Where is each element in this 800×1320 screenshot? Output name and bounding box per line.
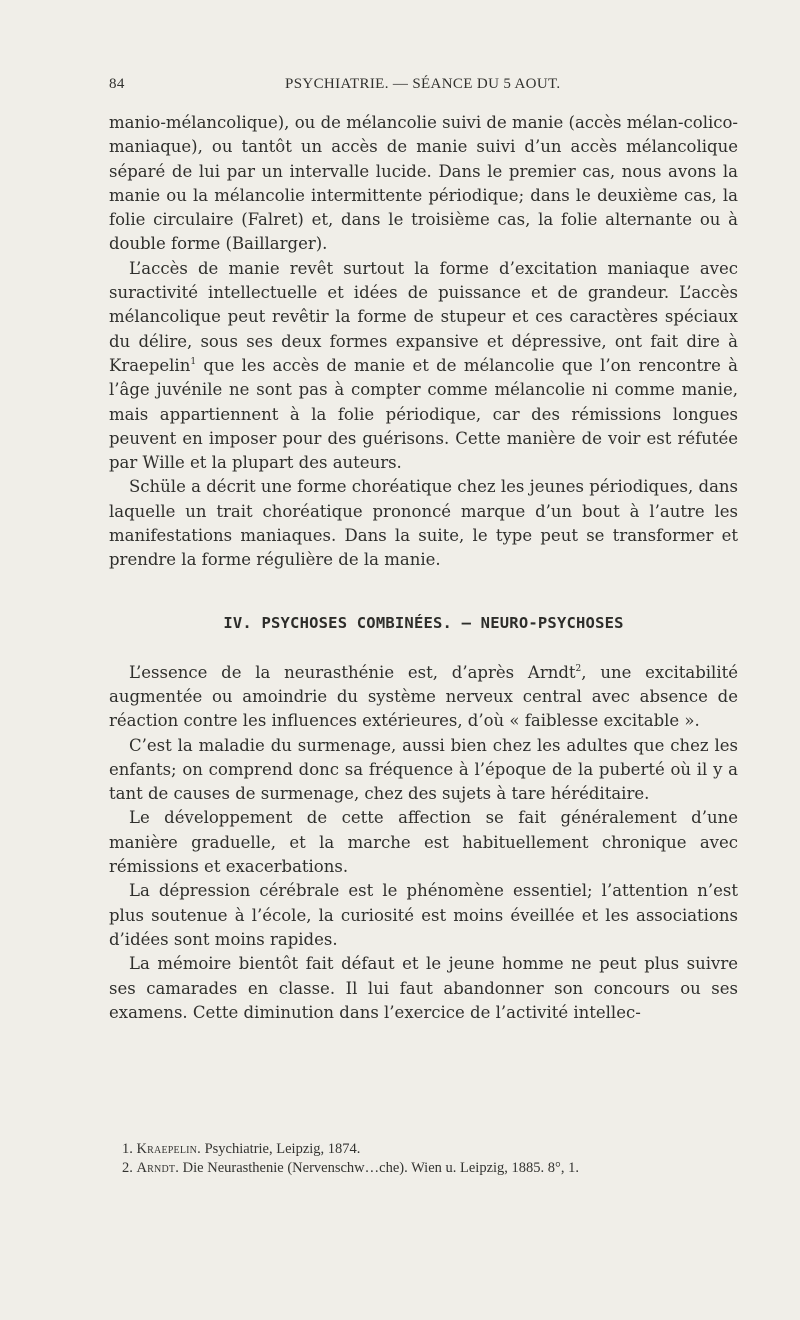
footnote-number: 1. [122,1141,133,1157]
footnote-author: Kraepelin. [136,1141,201,1157]
paragraph-mania-melancholia [109,257,738,476]
footnote-text: Psychiatrie, Leipzig, 1874. [200,1141,361,1157]
paragraph-neurasthenia-essence [109,661,738,734]
paragraph-cerebral-depression: La dépression cérébrale est le phénomène essentiel; l’attention n’est plus soutenue à l’école, la curiosité est moins éveillée et les associations d’idées sont moins rapides. [109,881,738,949]
running-header [109,76,737,98]
footnote-reference-2: 2 [575,663,582,674]
paragraph-overwork: C’est la maladie du surmenage, aussi bien chez les adultes que chez les enfants; on comprend donc sa fréquence à l’époque de la puberté où il y a tant de causes de surmenage, chez des sujets à tare héréditaire. [109,735,738,804]
paragraph-text-before-note: L’accès de manie revêt surtout la forme d’excitation maniaque avec suractivité intellectuelle et idées de puissance et de grandeur. L’accès mélancolique peut revêtir la forme de stupeur et ces caractères spéciaux du délire, sous ses deux formes expansive et dépressive, ont fait dire à Kraepelin [109,258,738,375]
page-body [109,111,738,1025]
footnote-author: Arndt. [136,1160,180,1176]
page-number: 84 [109,76,125,92]
section-title: IV. PSYCHOSES COMBINÉES. — NEURO-PSYCHOSES [223,613,624,632]
paragraph-continued-classification: manio-mélancolique), ou de mélancolie suivi de manie (accès mélan-colico-maniaque), ou tantôt un accès de manie suivi d’un accès mélancolique séparé de lui par un intervalle lucide. Dans le premier cas, nous avons la manie ou la mélancolie intermittente périodique; dans le deuxième cas, la folie circulaire (Falret) et, dans le troisième cas, la folie alternante ou à double forme (Baillarger). [109,113,738,254]
footnote-1 [109,1140,749,1159]
paragraph-text-before-note: L’essence de la neurasthénie est, d’après Arndt [129,662,576,682]
paragraph-development: Le développement de cette affection se fait généralement d’une manière graduelle, et la marche est habituellement chronique avec rémissions et exacerbations. [109,808,738,877]
paragraph-memory: La mémoire bientôt fait défaut et le jeune homme ne peut plus suivre ses camarades en classe. Il lui faut abandonner son concours ou ses examens. Cette diminution dans l’exercice de l’activité intellec- [109,954,738,1022]
paragraph-text-after-note: que les accès de manie et de mélancolie que l’on rencontre à l’âge juvénile ne sont pas à compter comme mélancolie ni comme manie, mais appartiennent à la folie périodique, car des rémissions longues peuvent en imposer pour des guérisons. Cette manière de voir est réfutée par Wille et la plupart des auteurs. [109,355,738,473]
footnote-2 [109,1159,749,1178]
running-title: PSYCHIATRIE. — SÉANCE DU 5 AOUT. [285,76,561,92]
footnotes [109,1140,749,1178]
paragraph-choreatic-form: Schüle a décrit une forme choréatique chez les jeunes périodiques, dans laquelle un trait choréatique prononcé marque d’un bout à l’autre les manifestations maniaques. Dans la suite, le type peut se transformer et prendre la forme régulière de la manie. [109,477,738,570]
footnote-reference-1: 1 [190,356,197,367]
paragraph-text-after-note: , une excitabilité augmentée ou amoindrie du système nerveux central avec absence de réaction contre les influences extérieures, d’où « faiblesse excitable ». [109,662,738,731]
footnote-number: 2. [122,1160,133,1176]
footnote-text: Die Neurasthenie (Nervenschw…che). Wien u. Leipzig, 1885. 8°, 1. [179,1160,579,1176]
